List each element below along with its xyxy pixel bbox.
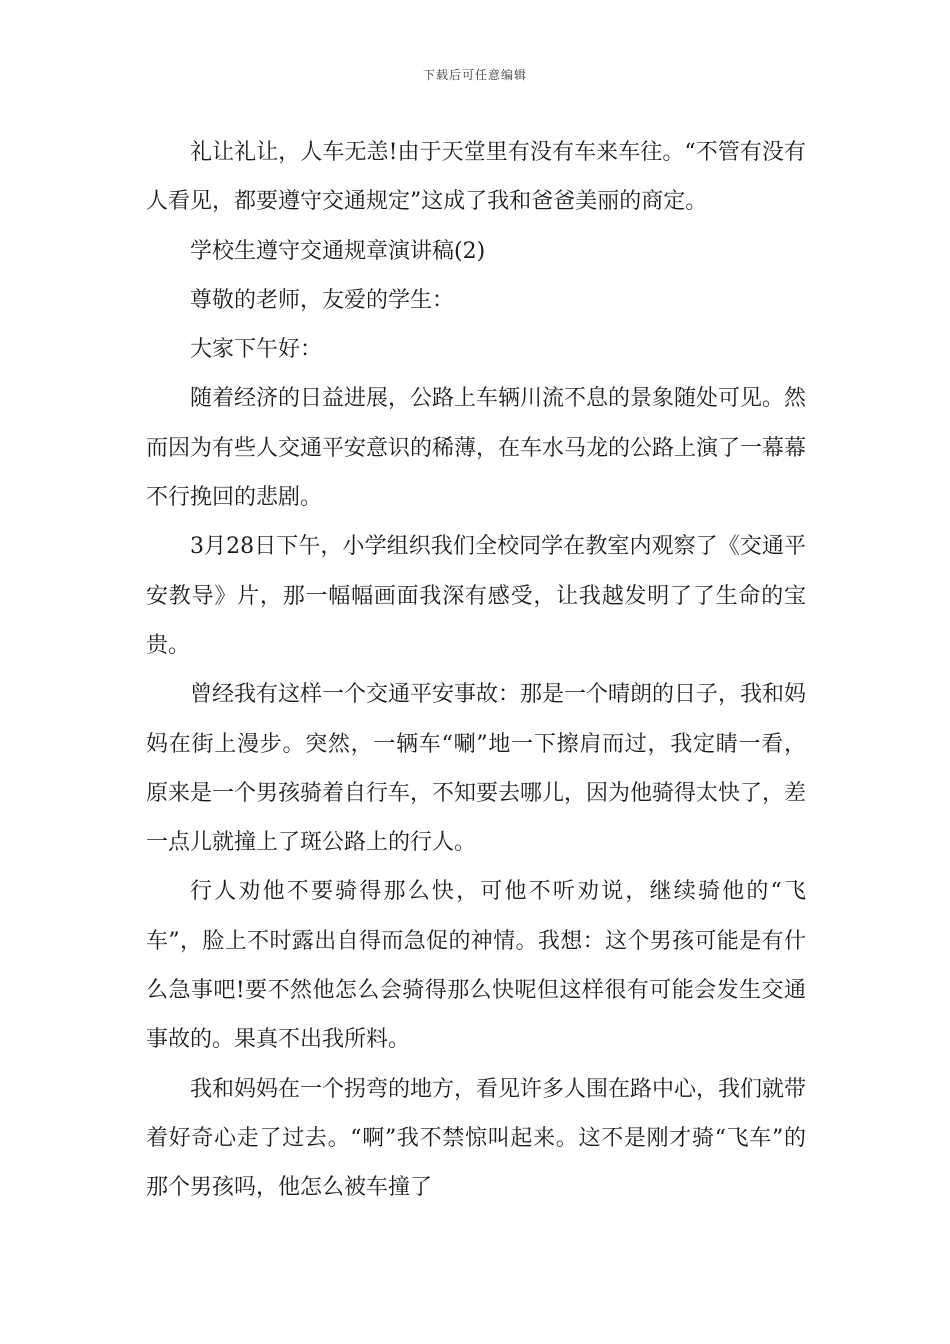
greeting: 大家下午好： xyxy=(190,337,323,363)
paragraph: 礼让礼让，人车无恙!由于天堂里有没有车来车往。“不管有没有人看见，都要遵守交通规定”这成了我和爸爸美丽的商定。 xyxy=(146,140,806,215)
page-header: 下载后可任意编辑 xyxy=(422,68,527,82)
paragraph: 3月28日下午，小学组织我们全校同学在教室内观察了《交通平安教导》片，那一幅幅画面我深有感受，让我越发明了了生命的宝贵。 xyxy=(146,534,806,658)
paragraph: 曾经我有这样一个交通平安事故：那是一个晴朗的日子，我和妈妈在街上漫步。突然，一辆车“唰”地一下擦肩而过，我定睛一看，原来是一个男孩骑着自行车，不知要去哪儿，因为他骑得太快了，差一点儿就撞上了斑公路上的行人。 xyxy=(146,682,807,856)
paragraph: 我和妈妈在一个拐弯的地方，看见许多人围在路中心，我们就带着好奇心走了过去。“啊”我不禁惊叫起来。这不是刚才骑“飞车”的那个男孩吗，他怎么被车撞了 xyxy=(146,1076,807,1201)
document-body xyxy=(146,128,806,1213)
salutation: 尊敬的老师，友爱的学生： xyxy=(190,287,455,313)
paragraph: 行人劝他不要骑得那么快，可他不听劝说，继续骑他的“飞车”，脸上不时露出自得而急促的神情。我想：这个男孩可能是有什么急事吧!要不然他怎么会骑得那么快呢但这样很有可能会发生交通事故的。果真不出我所料。 xyxy=(146,879,806,1053)
section-title: 学校生遵守交通规章演讲稿(2) xyxy=(190,238,486,264)
paragraph: 随着经济的日益进展，公路上车辆川流不息的景象随处可见。然而因为有些人交通平安意识的稀薄，在车水马龙的公路上演了一幕幕不行挽回的悲剧。 xyxy=(146,386,807,511)
